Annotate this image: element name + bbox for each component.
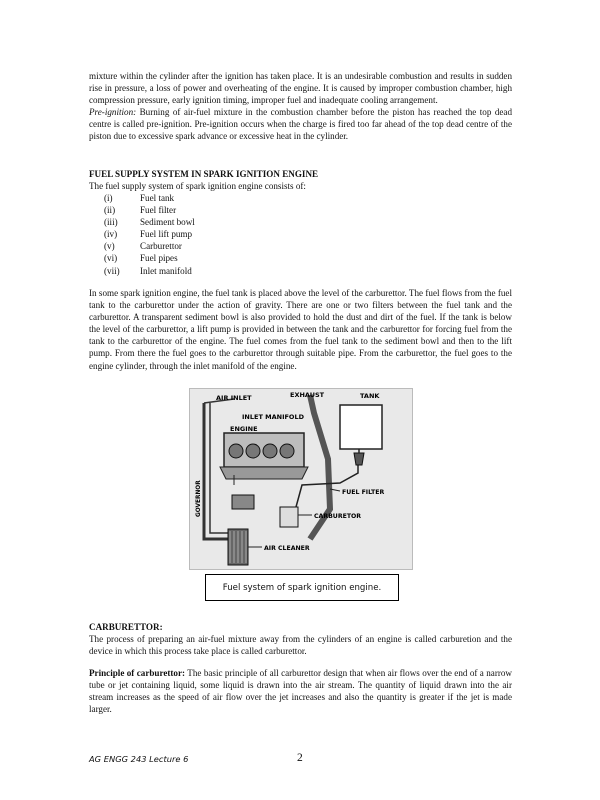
exhaust-label: EXHAUST (290, 391, 325, 399)
principle-text: The basic principle of all carburettor design that when air flows over the end of a narrow tube or jet containing liquid, some liquid is drawn into the air stream. The quantity of liquid drawn into the air stream increases as the speed of air flow over the jet increases and also the quantity is greater if the jet is made larger. (89, 668, 512, 715)
air-cleaner-label: AIR CLEANER (264, 545, 310, 552)
preignition-paragraph (89, 106, 512, 142)
inlet-manifold-label: INLET MANIFOLD (242, 413, 304, 421)
figure-caption: Fuel system of spark ignition engine. (205, 574, 399, 601)
carb-heading: CARBURETTOR: (89, 622, 163, 632)
fuel-component-list (104, 192, 195, 277)
list-item: (vii) Inlet manifold (104, 265, 192, 276)
knock-paragraph: mixture within the cylinder after the ignition has taken place. It is an undesirable combustion and results in sudden rise in pressure, a loss of power and overheating of the engine. It is caused by improper combustion chamber, high compression pressure, early ignition timing, improper fuel and inadequate cooling arrangement. (89, 71, 512, 106)
principle-section (89, 667, 512, 715)
fuel-heading: FUEL SUPPLY SYSTEM IN SPARK IGNITION ENGINE (89, 169, 319, 179)
fuel-intro: The fuel supply system of spark ignition engine consists of: (89, 181, 306, 192)
engine-label: ENGINE (230, 425, 258, 433)
governor-label: GOVERNOR (196, 480, 202, 517)
preignition-text: Burning of air-fuel mixture in the combustion chamber before the piston has reached the top dead centre is called pre-ignition. Pre-ignition occurs when the charge is fired too far ahead of the top dead centre of the piston due to excessive spark advance or excessive heat in the cylinder. (89, 107, 512, 142)
fuel-system-figure (189, 388, 413, 570)
list-item: (v) Carburettor (104, 241, 182, 252)
body-top (89, 70, 512, 143)
fuel-description (89, 287, 512, 372)
principle-paragraph (89, 667, 512, 715)
list-item: (iii) Sediment bowl (104, 217, 195, 228)
carb-paragraph: The process of preparing an air-fuel mixture away from the cylinders of an engine is called carburetion and the device in which this process take place is called carburettor. (89, 634, 512, 657)
fuel-filter-label: FUEL FILTER (342, 489, 385, 496)
fuel-paragraph: In some spark ignition engine, the fuel tank is placed above the level of the carburettor. The fuel flows from the fuel tank to the carburettor under the action of gravity. There are one or two filters between the fuel tank and the carburettor. A transparent sediment bowl is also provided to hold the dust and dirt of the fuel. If the tank is below the level of the carburettor, a lift pump is provided in between the tank and the carburettor for forcing fuel from the tank to the carburettor of the engine. The fuel comes from the fuel tank to the sediment bowl and then to the lift pump. From there the fuel goes to the carburettor through suitable pipe. From the carburettor, the fuel goes to the engine cylinder, through the inlet manifold of the engine. (89, 288, 512, 371)
preignition-term: Pre-ignition: (89, 107, 137, 118)
fuel-section (89, 168, 512, 192)
footer-course: AG ENGG 243 Lecture 6 (89, 754, 189, 764)
tank-label: TANK (360, 392, 380, 400)
list-item: (iv) Fuel lift pump (104, 229, 193, 240)
list-item: (ii) Fuel filter (104, 205, 177, 216)
list-item: (i) Fuel tank (104, 193, 175, 203)
air-inlet-label: AIR INLET (216, 394, 252, 402)
fuel-system-diagram (190, 389, 412, 569)
carburettor-section (89, 621, 512, 657)
principle-term: Principle of carburettor: (89, 668, 186, 678)
page-number: 2 (297, 752, 303, 764)
list-item: (vi) Fuel pipes (104, 253, 178, 264)
carburetor-label: CARBURETOR (314, 513, 362, 520)
